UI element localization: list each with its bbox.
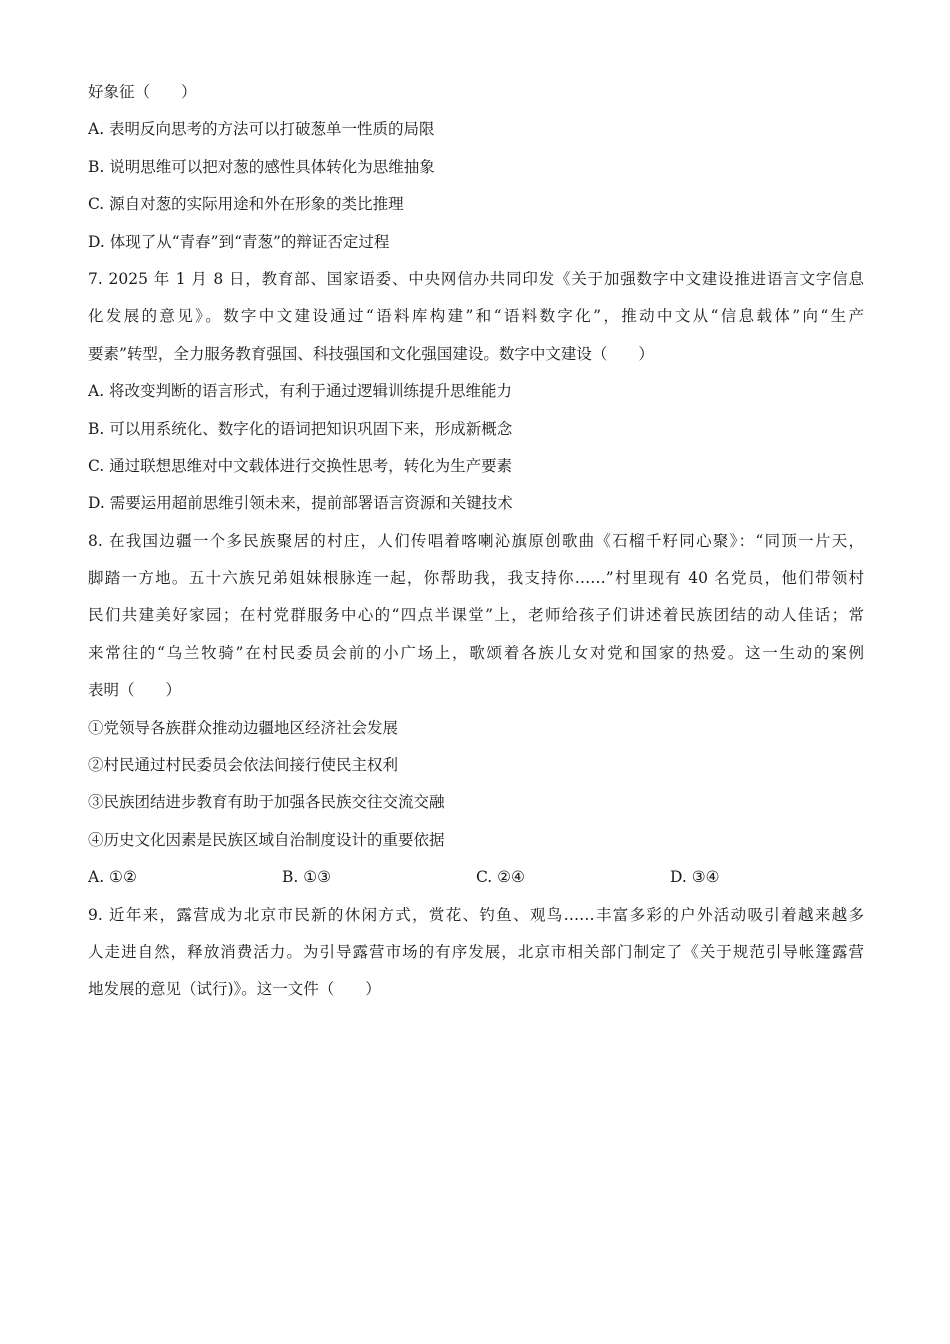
question-8	[88, 523, 864, 897]
question-8-statement-1: ①党领导各族群众推动边疆地区经济社会发展	[88, 718, 399, 737]
question-7-stem-line-2: 化发展的意见》。数字中文建设通过“语料库构建”和“语料数字化”，推动中文从“信息载体”向“生产	[88, 307, 864, 326]
question-7	[88, 261, 864, 523]
question-8-stem-line-1: 8. 在我国边疆一个多民族聚居的村庄，人们传唱着喀喇沁旗原创歌曲《石榴千籽同心聚》：“同顶一片天，	[88, 531, 864, 550]
question-8-choices	[88, 859, 864, 896]
question-7-option-d: D. 需要运用超前思维引领未来，提前部署语言资源和关键技术	[88, 494, 513, 513]
question-6	[88, 74, 864, 261]
question-6-stem-tail: 好象征（ ）	[88, 83, 197, 101]
question-6-option-b: B. 说明思维可以把对葱的感性具体转化为思维抽象	[88, 157, 435, 176]
question-8-stem-line-2: 脚踏一方地。五十六族兄弟姐妹根脉连一起，你帮助我，我支持你……”村里现有 40 名党员，他们带领村	[88, 569, 864, 588]
question-8-statement-2: ②村民通过村民委员会依法间接行使民主权利	[88, 756, 399, 775]
question-8-stem-line-4: 来常往的“乌兰牧骑”在村民委员会前的小广场上，歌颂着各族儿女对党和国家的热爱。这一生动的案例	[88, 643, 864, 662]
question-7-option-a: A. 将改变判断的语言形式，有利于通过逻辑训练提升思维能力	[88, 382, 513, 401]
question-6-option-d: D. 体现了从“青春”到“青葱”的辩证否定过程	[88, 232, 390, 251]
question-8-stem-line-3: 民们共建美好家园；在村党群服务中心的“四点半课堂”上，老师给孩子们讲述着民族团结的动人佳话；常	[88, 606, 864, 625]
question-6-option-c: C. 源自对葱的实际用途和外在形象的类比推理	[88, 195, 404, 214]
question-9-stem-line-1: 9. 近年来，露营成为北京市民新的休闲方式，赏花、钓鱼、观鸟……丰富多彩的户外活动吸引着越来越多	[88, 905, 864, 924]
question-7-stem-line-1: 7. 2025 年 1 月 8 日，教育部、国家语委、中央网信办共同印发《关于加强数字中文建设推进语言文字信息	[88, 269, 864, 288]
question-9	[88, 897, 864, 1009]
question-8-choice-c: C. ②④	[476, 868, 525, 887]
question-8-choice-a: A. ①②	[88, 868, 137, 887]
question-7-option-b: B. 可以用系统化、数字化的语词把知识巩固下来，形成新概念	[88, 419, 513, 438]
question-8-stem-line-5: 表明（ ）	[88, 681, 182, 700]
question-7-stem-line-3: 要素”转型，全力服务教育强国、科技强国和文化强国建设。数字中文建设（ ）	[88, 344, 654, 363]
question-7-option-c: C. 通过联想思维对中文载体进行交换性思考，转化为生产要素	[88, 456, 513, 475]
question-9-stem-line-3: 地发展的意见（试行)》。这一文件（ ）	[88, 980, 381, 999]
question-8-statement-4: ④历史文化因素是民族区域自治制度设计的重要依据	[88, 830, 445, 849]
question-8-choice-d: D. ③④	[670, 868, 720, 887]
exam-page	[88, 74, 864, 1009]
question-9-stem-line-2: 人走进自然，释放消费活力。为引导露营市场的有序发展，北京市相关部门制定了《关于规范引导帐篷露营	[88, 942, 864, 961]
question-8-statement-3: ③民族团结进步教育有助于加强各民族交往交流交融	[88, 793, 445, 812]
question-8-choice-b: B. ①③	[282, 868, 332, 887]
question-6-option-a: A. 表明反向思考的方法可以打破葱单一性质的局限	[88, 120, 435, 139]
